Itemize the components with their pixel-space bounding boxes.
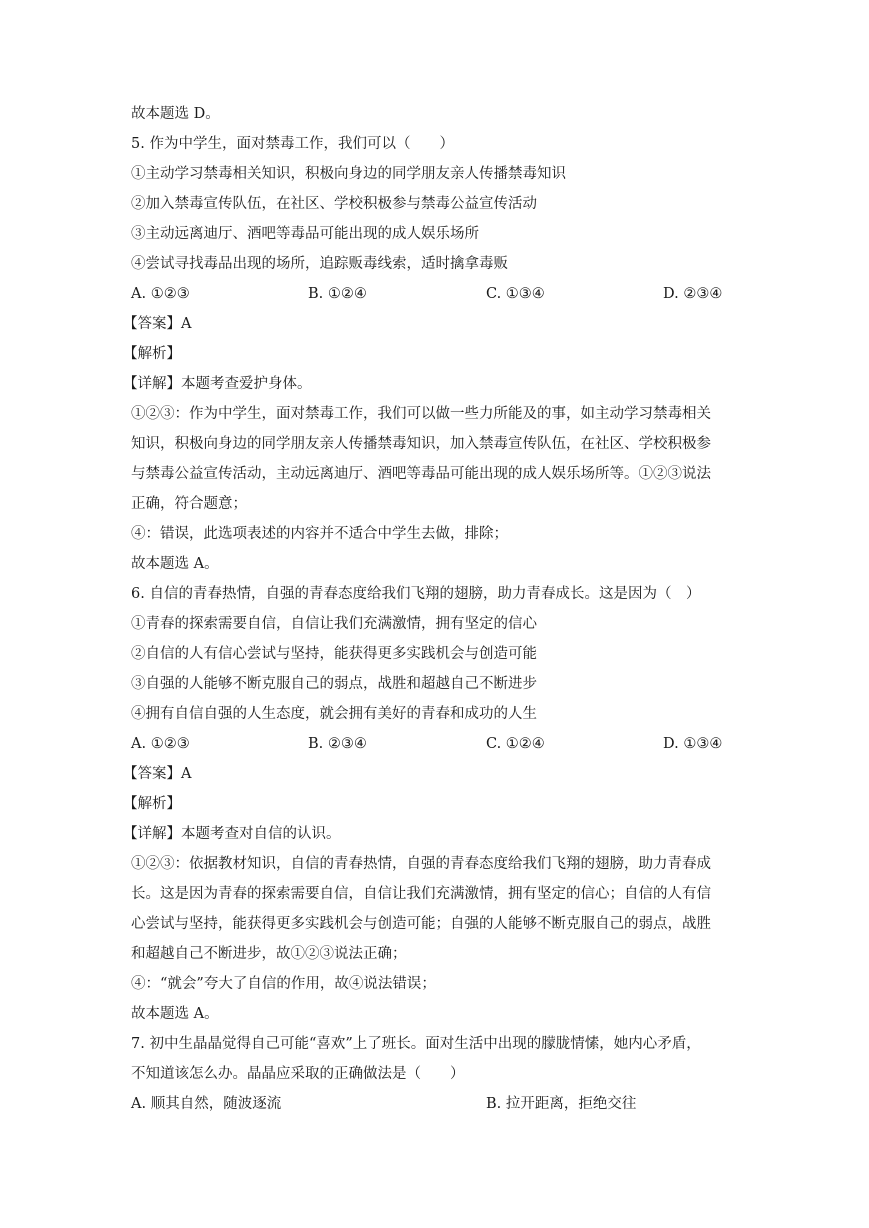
option-c: C. ①③④ (486, 286, 545, 302)
option-b: B. ②③④ (308, 736, 367, 752)
text-line: ④：错误，此选项表述的内容并不适合中学生去做，排除； (131, 526, 508, 542)
answer-label: 【答案】A (123, 316, 192, 332)
text-line: 心尝试与坚持，能获得更多实践机会与创造可能；自强的人能够不断克服自己的弱点，战胜 (131, 916, 711, 932)
text-line: ④尝试寻找毒品出现的场所，追踪贩毒线索，适时擒拿毒贩 (131, 256, 508, 272)
detail-label: 【详解】本题考查对自信的认识。 (123, 826, 341, 842)
question-6-stem: 6. 自信的青春热情，自强的青春态度给我们飞翔的翅膀，助力青春成长。这是因为（ ） (131, 586, 701, 602)
option-d: D. ①③④ (663, 736, 723, 752)
option-a: A. 顺其自然，随波逐流 (131, 1096, 282, 1112)
text-line: ①②③：依据教材知识，自信的青春热情，自强的青春态度给我们飞翔的翅膀，助力青春成 (131, 856, 711, 872)
option-a: A. ①②③ (131, 736, 190, 752)
text-line: 正确，符合题意； (131, 496, 247, 512)
analysis-label: 【解析】 (123, 346, 181, 362)
text-line: 长。这是因为青春的探索需要自信，自信让我们充满激情，拥有坚定的信心；自信的人有信 (131, 886, 711, 902)
text-line: ②自信的人有信心尝试与坚持，能获得更多实践机会与创造可能 (131, 646, 537, 662)
text-line: 知识，积极向身边的同学朋友亲人传播禁毒知识，加入禁毒宣传队伍，在社区、学校积极参 (131, 436, 711, 452)
text-line: 故本题选 A。 (131, 556, 219, 572)
option-b: B. 拉开距离，拒绝交往 (486, 1096, 637, 1112)
option-a: A. ①②③ (131, 286, 190, 302)
detail-label: 【详解】本题考查爱护身体。 (123, 376, 312, 392)
question-7-stem: 7. 初中生晶晶觉得自己可能“喜欢”上了班长。面对生活中出现的朦胧情愫，她内心矛盾， (131, 1036, 701, 1052)
analysis-label: 【解析】 (123, 796, 181, 812)
text-line: ①②③：作为中学生，面对禁毒工作，我们可以做一些力所能及的事，如主动学习禁毒相关 (131, 406, 711, 422)
text-line: 故本题选 A。 (131, 1006, 219, 1022)
text-line: 不知道该怎么办。晶晶应采取的正确做法是（ ） (131, 1066, 465, 1082)
option-c: C. ①②④ (486, 736, 545, 752)
text-line: ④：“就会”夸大了自信的作用，故④说法错误； (131, 976, 436, 992)
text-line: ③主动远离迪厅、酒吧等毒品可能出现的成人娱乐场所 (131, 226, 479, 242)
text-line: ①青春的探索需要自信，自信让我们充满激情，拥有坚定的信心 (131, 616, 537, 632)
answer-label: 【答案】A (123, 766, 192, 782)
option-d: D. ②③④ (663, 286, 723, 302)
text-line: ①主动学习禁毒相关知识，积极向身边的同学朋友亲人传播禁毒知识 (131, 166, 566, 182)
text-line: ③自强的人能够不断克服自己的弱点，战胜和超越自己不断进步 (131, 676, 537, 692)
text-line: 与禁毒公益宣传活动，主动远离迪厅、酒吧等毒品可能出现的成人娱乐场所等。①②③说法 (131, 466, 711, 482)
text-line: ④拥有自信自强的人生态度，就会拥有美好的青春和成功的人生 (131, 706, 537, 722)
question-5-stem: 5. 作为中学生，面对禁毒工作，我们可以（ ） (131, 136, 454, 152)
text-line: ②加入禁毒宣传队伍，在社区、学校积极参与禁毒公益宣传活动 (131, 196, 537, 212)
option-b: B. ①②④ (308, 286, 367, 302)
text-line: 和超越自己不断进步，故①②③说法正确； (131, 946, 407, 962)
text-line: 故本题选 D。 (131, 106, 220, 122)
